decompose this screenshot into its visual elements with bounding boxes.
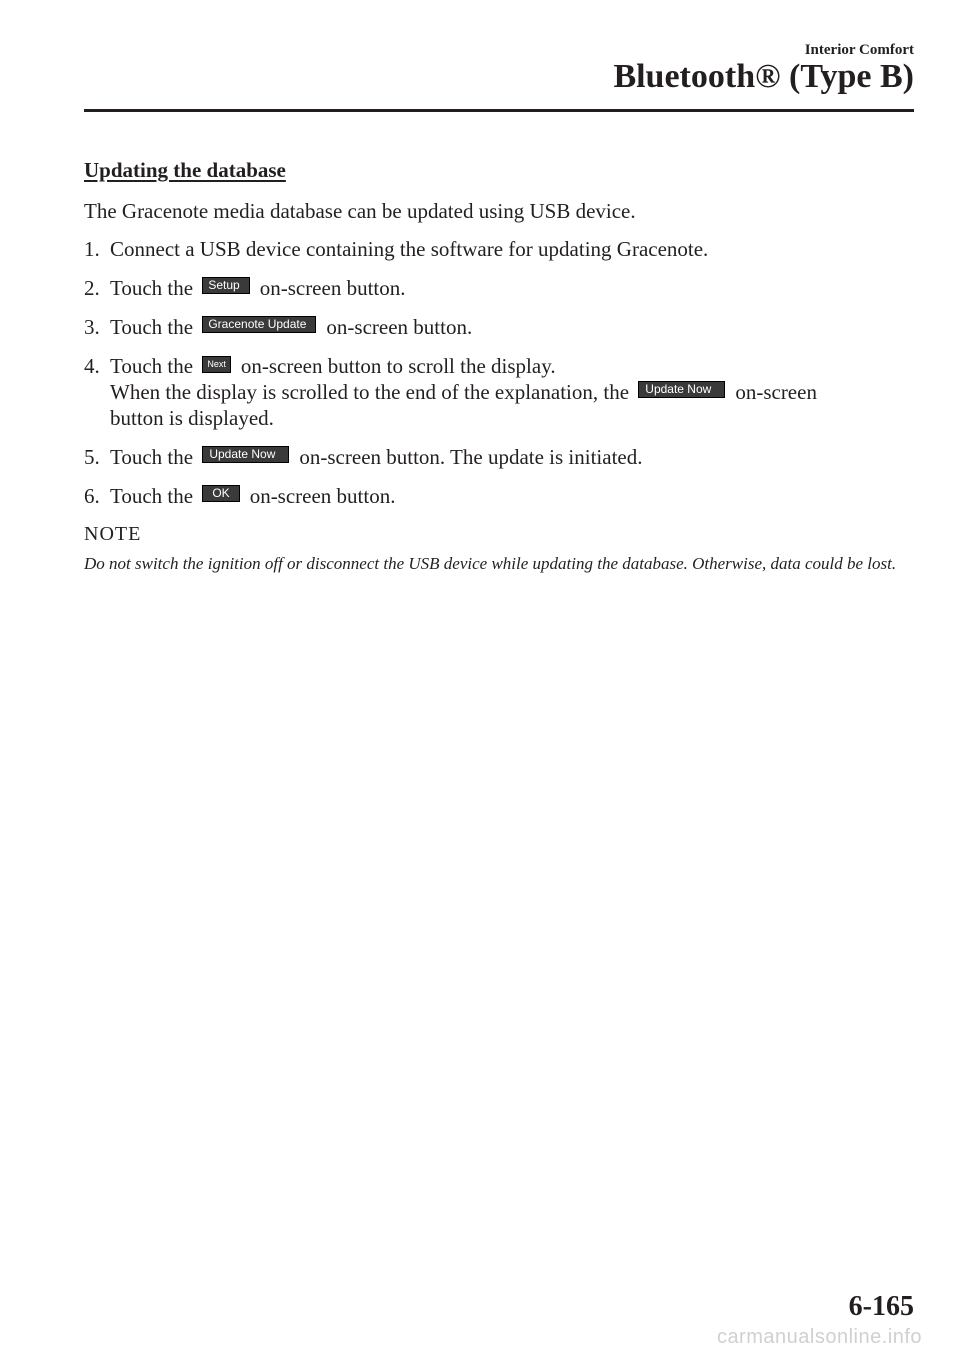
step-text: Connect a USB device containing the software for updating Gracenote.: [110, 237, 709, 261]
intro-paragraph: The Gracenote media database can be updated using USB device.: [84, 199, 636, 223]
update-now-button-image: Update Now: [638, 381, 725, 398]
step-text-pre: Touch the: [110, 354, 194, 378]
section-label: Interior Comfort: [804, 42, 914, 58]
step-text-line2: When the display is scrolled to the end of the explanation, the: [110, 380, 630, 404]
step-text-pre: Touch the: [110, 315, 194, 339]
step-6: [84, 483, 914, 509]
step-text-post: on-screen button.: [259, 276, 406, 300]
step-text-post: on-screen button.: [326, 315, 473, 339]
step-text-post: on-screen button.: [249, 484, 396, 508]
step-text-line3: button is displayed.: [110, 406, 274, 430]
step-text-pre: Touch the: [110, 445, 194, 469]
section-heading: Updating the database: [84, 158, 286, 182]
step-number: 1.: [84, 237, 100, 261]
note-text: Do not switch the ignition off or disconnect the USB device while updating the database. Otherwise, data could be lost.: [84, 554, 897, 573]
step-1: [84, 236, 914, 262]
update-now-button-image: Update Now: [202, 446, 289, 463]
step-text-pre: Touch the: [110, 276, 194, 300]
step-5: [84, 444, 914, 470]
step-number: 3.: [84, 315, 100, 339]
ok-button-image: OK: [202, 485, 239, 502]
step-number: 4.: [84, 354, 100, 378]
page-content: [84, 156, 914, 577]
header-divider: [84, 109, 914, 112]
page-number: 6-165: [848, 1291, 914, 1322]
step-number: 2.: [84, 276, 100, 300]
watermark: carmanualsonline.info: [716, 1326, 922, 1348]
gracenote-update-button-image: Gracenote Update: [202, 316, 316, 333]
page-title: Bluetooth® (Type B): [613, 58, 914, 95]
steps-list: [84, 236, 914, 509]
step-4: [84, 353, 914, 431]
next-button-image: Next: [202, 356, 231, 373]
setup-button-image: Setup: [202, 277, 249, 294]
step-text-pre: Touch the: [110, 484, 194, 508]
note-heading: NOTE: [84, 523, 142, 545]
step-number: 5.: [84, 445, 100, 469]
step-text-line2-post: on-screen: [735, 380, 817, 404]
step-text-post: on-screen button. The update is initiated.: [299, 445, 643, 469]
step-3: [84, 314, 914, 340]
step-2: [84, 275, 914, 301]
step-text-post: on-screen button to scroll the display.: [240, 354, 556, 378]
step-number: 6.: [84, 484, 100, 508]
